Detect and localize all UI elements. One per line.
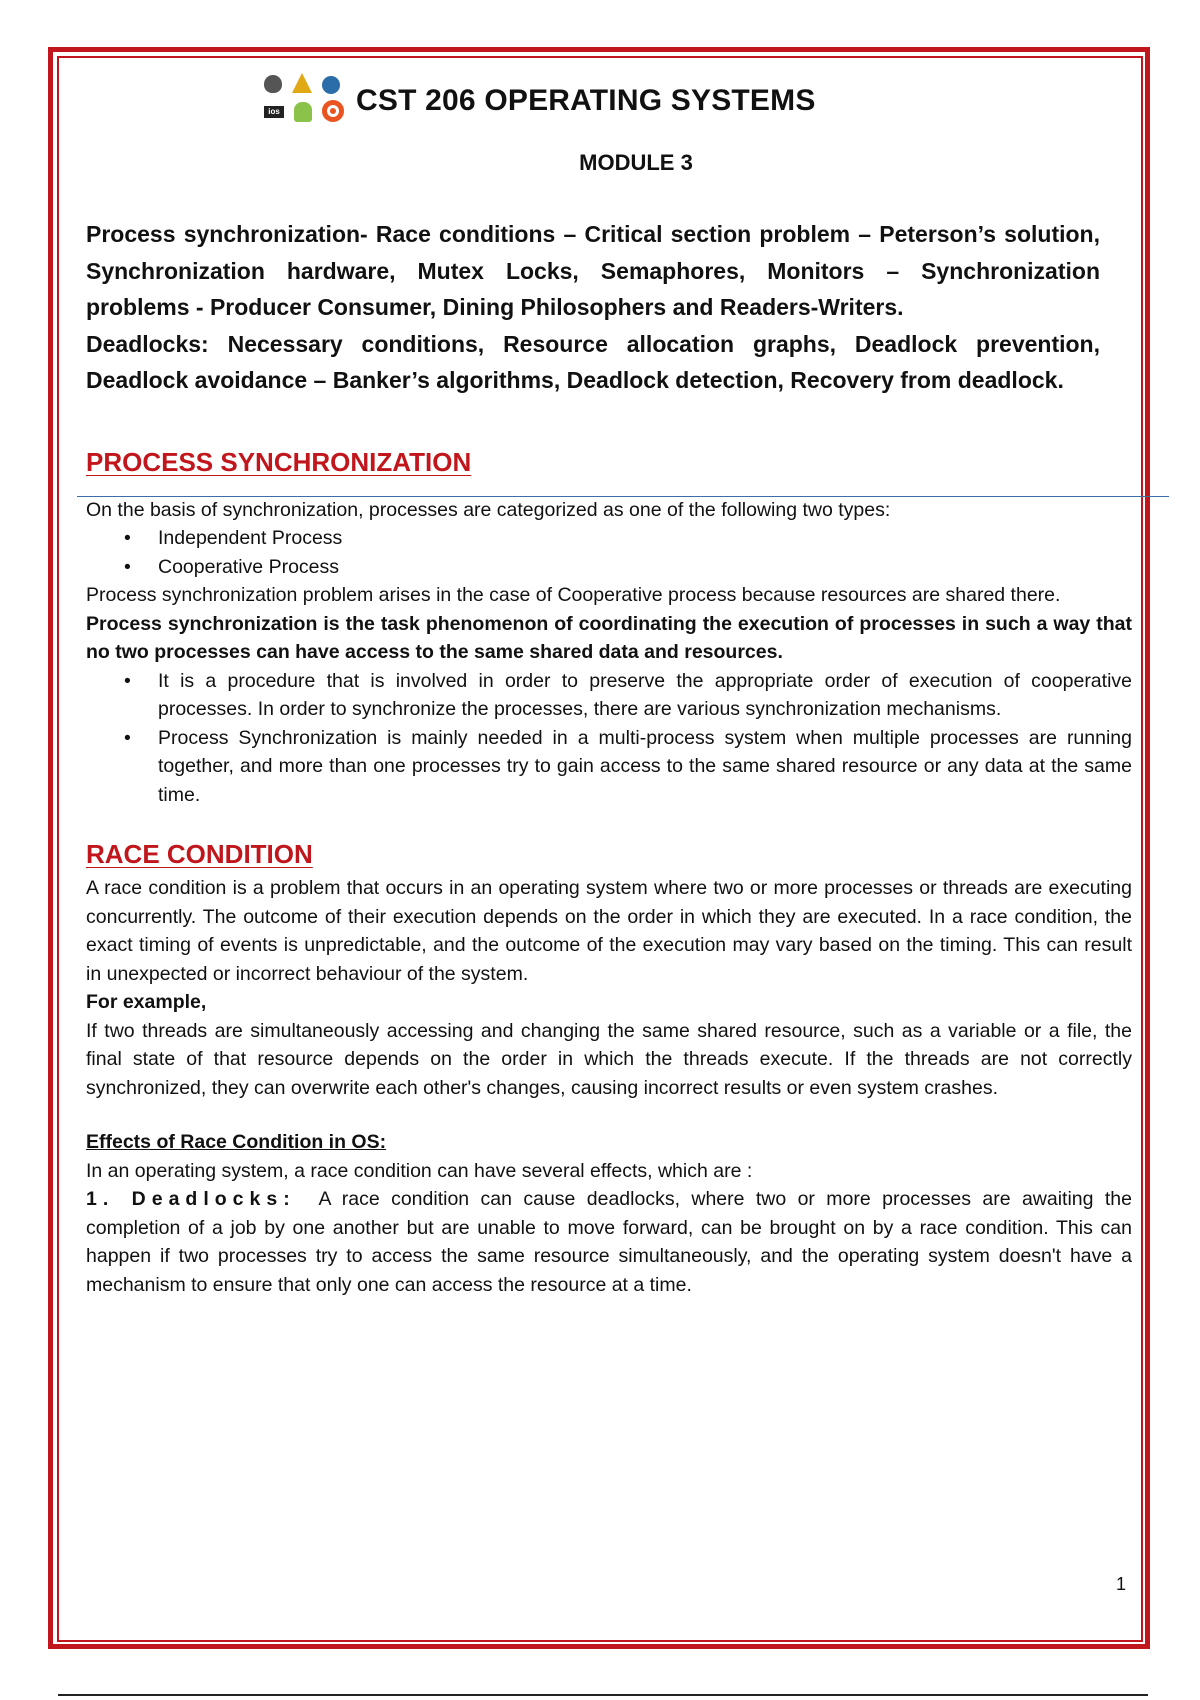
linux-icon: [292, 73, 312, 93]
example-label: For example,: [86, 991, 207, 1013]
module-title: MODULE 3: [579, 150, 693, 175]
process-sync-intro: On the basis of synchronization, processes are categorized as one of the following two types:: [86, 498, 891, 521]
effects-intro: In an operating system, a race condition can have several effects, which are :: [86, 1159, 753, 1182]
effects-heading: Effects of Race Condition in OS:: [86, 1131, 387, 1153]
process-sync-points: [86, 667, 1132, 810]
process-sync-definition: Process synchronization is the task phenomenon of coordinating the execution of processes in such a way that no two processes can have access to the same shared data and resources.: [86, 612, 1132, 663]
section-title-race-condition: RACE CONDITION: [86, 839, 313, 869]
apple-icon: [264, 75, 282, 93]
list-item: • Independent Process: [158, 524, 1132, 553]
page-number: 1: [1116, 1574, 1127, 1594]
course-title: CST 206 OPERATING SYSTEMS: [356, 84, 816, 117]
ubuntu-icon: [322, 100, 344, 122]
ios-icon: ios: [264, 106, 284, 118]
effect-deadlocks-label: 1. Deadlocks:: [86, 1188, 296, 1210]
page-content: [86, 72, 1132, 1299]
syllabus-deadlocks: Deadlocks: Necessary conditions, Resource allocation graphs, Deadlock prevention, Deadlock avoidance – Banker’s algorithms, Deadlock detection, Recovery from deadlock.: [86, 330, 1100, 393]
race-condition-description: A race condition is a problem that occurs in an operating system where two or more processes or threads are executing concurrently. The outcome of their execution depends on the order in which they are executed. In a race condition, the exact timing of events is unpredictable, and the outcome of the execution may vary based on the timing. This can result in unexpected or incorrect behaviour of the system.: [86, 877, 1132, 985]
syllabus: [86, 216, 1100, 399]
document-header: [262, 72, 1126, 130]
bottom-rule: [58, 1694, 1148, 1696]
list-item: • Cooperative Process: [158, 553, 1132, 582]
process-sync-body: [86, 496, 1132, 810]
list-item: • Process Synchronization is mainly needed in a multi-process system when multiple processes are running together, and more than one processes try to gain access to the same shared resource or any data at the same time.: [158, 724, 1132, 810]
syllabus-process-sync: Process synchronization- Race conditions – Critical section problem – Peterson’s solution, Synchronization hardware, Mutex Locks, Semaphores, Monitors – Synchronization problems - Producer Consumer, Dining Philosophers and Readers-Writers.: [86, 221, 1100, 320]
effect-deadlocks: [86, 1185, 1132, 1299]
race-condition-body: [86, 874, 1132, 1299]
windows-icon: [322, 76, 340, 94]
effect-deadlocks-text: A race condition can cause deadlocks, where two or more processes are awaiting the completion of a job by one another but are unable to move forward, can be brought on by a race condition. This can happen if two processes try to access the same resource simultaneously, and the operating system doesn't have a mechanism to ensure that only one can access the resource at a time.: [86, 1188, 1132, 1296]
android-icon: [294, 102, 312, 122]
section-title-process-sync: PROCESS SYNCHRONIZATION: [86, 446, 472, 477]
process-types-list: [86, 524, 1132, 581]
os-logos: [262, 72, 346, 130]
process-sync-problem: Process synchronization problem arises in the case of Cooperative process because resources are shared there.: [86, 584, 1061, 606]
list-item: • It is a procedure that is involved in order to preserve the appropriate order of execution of cooperative processes. In order to synchronize the processes, there are various synchronization mechanisms.: [158, 667, 1132, 724]
race-condition-example: If two threads are simultaneously accessing and changing the same shared resource, such as a variable or a file, the final state of that resource depends on the order in which the threads execute. If the threads are not correctly synchronized, they can overwrite each other's changes, causing incorrect results or even system crashes.: [86, 1019, 1132, 1099]
